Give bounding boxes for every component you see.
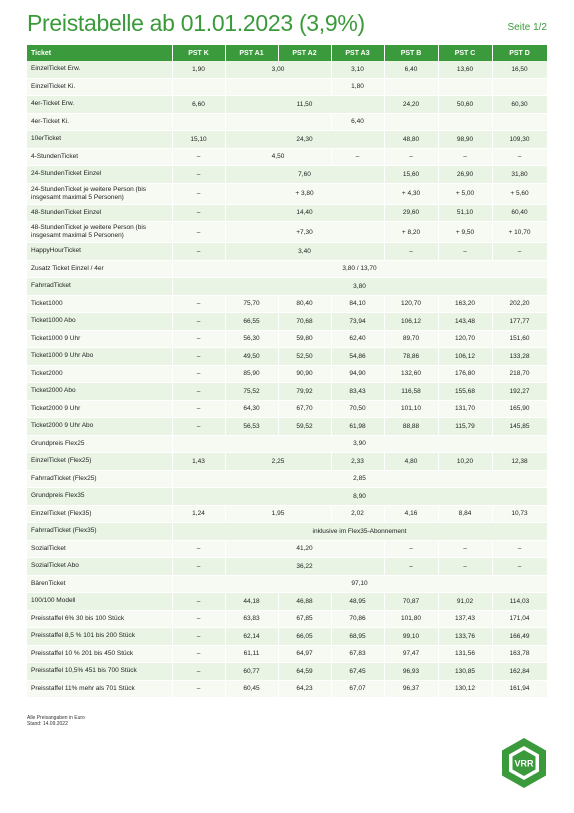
table-row [27, 348, 547, 366]
price-cell: + 8,20 [384, 222, 438, 243]
price-cell: – [172, 183, 225, 204]
ticket-name: EinzelTicket (Flex35) [27, 505, 172, 523]
price-cell: 85,90 [225, 365, 278, 383]
price-cell: 48,95 [331, 593, 384, 611]
price-cell: 73,94 [331, 313, 384, 331]
price-cell: 51,10 [438, 204, 492, 222]
price-cell: – [172, 540, 225, 558]
price-cell: 166,49 [492, 628, 547, 646]
table-row [27, 418, 547, 436]
price-cell: 61,98 [331, 418, 384, 436]
ticket-name: 100/100 Modell [27, 593, 172, 611]
price-cell: 106,12 [438, 348, 492, 366]
price-cell: – [492, 540, 547, 558]
price-cell: 163,78 [492, 645, 547, 663]
price-cell: 70,50 [331, 400, 384, 418]
footnote-currency: Alle Preisangaben in Euro [27, 715, 85, 721]
price-cell: 218,70 [492, 365, 547, 383]
price-cell: – [172, 330, 225, 348]
ticket-name: Preisstaffel 10,5% 451 bis 700 Stück [27, 663, 172, 681]
price-cell: 1,95 [225, 505, 331, 523]
price-cell: 67,07 [331, 680, 384, 698]
price-cell: 132,60 [384, 365, 438, 383]
price-cell: – [172, 243, 225, 261]
price-cell: – [384, 243, 438, 261]
ticket-name: HappyHourTicket [27, 243, 172, 261]
price-cell: 66,55 [225, 313, 278, 331]
price-cell: 96,37 [384, 680, 438, 698]
price-cell: 94,90 [331, 365, 384, 383]
price-cell: 90,90 [278, 365, 331, 383]
ticket-name: Preisstaffel 8,5 % 101 bis 200 Stück [27, 628, 172, 646]
price-cell: 4,50 [225, 148, 331, 166]
price-cell: 171,04 [492, 610, 547, 628]
table-row [27, 222, 547, 243]
ticket-name: 4-StundenTicket [27, 148, 172, 166]
ticket-name: FahrradTicket (Flex35) [27, 523, 172, 541]
price-cell: – [384, 148, 438, 166]
table-row [27, 183, 547, 204]
price-cell: inklusive im Flex35-Abonnement [172, 523, 547, 541]
price-cell: 89,70 [384, 330, 438, 348]
table-row [27, 558, 547, 576]
page-title: Preistabelle ab 01.01.2023 (3,9%) [27, 10, 365, 36]
price-cell: – [172, 645, 225, 663]
price-cell: 56,30 [225, 330, 278, 348]
price-cell: 6,40 [384, 61, 438, 78]
table-row [27, 383, 547, 401]
table-row [27, 278, 547, 296]
price-cell: 60,40 [492, 204, 547, 222]
price-cell: 91,02 [438, 593, 492, 611]
price-cell: 151,60 [492, 330, 547, 348]
price-cell: 49,50 [225, 348, 278, 366]
price-cell: 3,80 / 13,70 [172, 260, 547, 278]
price-cell: – [172, 400, 225, 418]
price-cell: 192,27 [492, 383, 547, 401]
price-cell: 2,25 [225, 453, 331, 471]
price-cell: 41,20 [225, 540, 384, 558]
price-cell: 3,00 [225, 61, 331, 78]
price-cell: 44,18 [225, 593, 278, 611]
table-row [27, 593, 547, 611]
header-pst-d: PST D [492, 45, 547, 61]
price-cell: – [384, 540, 438, 558]
price-cell: 3,40 [225, 243, 384, 261]
price-cell: 64,97 [278, 645, 331, 663]
price-cell: + 5,00 [438, 183, 492, 204]
ticket-name: Ticket1000 9 Uhr Abo [27, 348, 172, 366]
ticket-name: 4er-Ticket Erw. [27, 96, 172, 114]
ticket-name: Grundpreis Flex25 [27, 435, 172, 453]
price-cell: 2,85 [172, 470, 547, 488]
table-row [27, 575, 547, 593]
price-cell: 79,92 [278, 383, 331, 401]
price-cell: 176,80 [438, 365, 492, 383]
price-cell: 109,30 [492, 131, 547, 149]
price-cell: 1,24 [172, 505, 225, 523]
price-cell: – [492, 148, 547, 166]
price-cell: 8,84 [438, 505, 492, 523]
price-cell: – [438, 540, 492, 558]
price-cell: 54,86 [331, 348, 384, 366]
table-row [27, 400, 547, 418]
ticket-name: Ticket1000 9 Uhr [27, 330, 172, 348]
ticket-name: Ticket2000 9 Uhr [27, 400, 172, 418]
price-cell: – [172, 593, 225, 611]
price-cell: 130,85 [438, 663, 492, 681]
ticket-name: 24-StundenTicket je weitere Person (bis insgesamt maximal 5 Personen) [27, 183, 172, 204]
price-cell: 24,20 [384, 96, 438, 114]
price-cell: – [172, 148, 225, 166]
footnote-date: Stand: 14.09.2022 [27, 721, 68, 727]
price-cell: 31,80 [492, 166, 547, 184]
table-row [27, 610, 547, 628]
table-body [27, 61, 547, 698]
ticket-name: 48-StundenTicket je weitere Person (bis insgesamt maximal 5 Personen) [27, 222, 172, 243]
header-pst-k: PST K [172, 45, 225, 61]
price-cell: 8,90 [172, 488, 547, 506]
ticket-name: 4er-Ticket Ki. [27, 113, 172, 131]
price-cell: 84,10 [331, 295, 384, 313]
price-cell: 131,56 [438, 645, 492, 663]
ticket-name: 48-StundenTicket Einzel [27, 204, 172, 222]
price-cell: 62,40 [331, 330, 384, 348]
table-row [27, 663, 547, 681]
ticket-name: SozialTicket Abo [27, 558, 172, 576]
ticket-name: Ticket2000 [27, 365, 172, 383]
price-cell: 161,94 [492, 680, 547, 698]
price-cell: – [331, 148, 384, 166]
price-cell: 36,22 [225, 558, 384, 576]
price-cell: – [172, 628, 225, 646]
price-cell: 61,11 [225, 645, 278, 663]
table-row [27, 313, 547, 331]
price-cell [172, 78, 225, 96]
header-pst-b: PST B [384, 45, 438, 61]
price-cell: 1,80 [331, 78, 384, 96]
ticket-name: EinzelTicket (Flex25) [27, 453, 172, 471]
table-row [27, 96, 547, 114]
table-row [27, 78, 547, 96]
table-row [27, 148, 547, 166]
price-cell: + 9,50 [438, 222, 492, 243]
page-indicator: Seite 1/2 [507, 22, 547, 33]
ticket-name: Zusatz Ticket Einzel / 4er [27, 260, 172, 278]
ticket-name: 24-StundenTicket Einzel [27, 166, 172, 184]
price-cell: 101,80 [384, 610, 438, 628]
price-cell: – [384, 558, 438, 576]
price-cell: 177,77 [492, 313, 547, 331]
price-cell: 115,79 [438, 418, 492, 436]
price-cell: – [172, 663, 225, 681]
price-cell: – [172, 295, 225, 313]
table-row [27, 488, 547, 506]
price-cell: – [172, 680, 225, 698]
ticket-name: FahrradTicket [27, 278, 172, 296]
price-cell: 13,60 [438, 61, 492, 78]
ticket-name: BärenTicket [27, 575, 172, 593]
price-cell: 10,20 [438, 453, 492, 471]
table-row [27, 365, 547, 383]
price-cell: 97,10 [172, 575, 547, 593]
price-cell: 10,73 [492, 505, 547, 523]
table-row [27, 505, 547, 523]
price-cell: 133,28 [492, 348, 547, 366]
price-cell: + 5,60 [492, 183, 547, 204]
price-cell: 68,95 [331, 628, 384, 646]
price-cell: 4,80 [384, 453, 438, 471]
price-cell: 15,60 [384, 166, 438, 184]
table-row [27, 540, 547, 558]
price-cell [438, 78, 492, 96]
price-cell: 162,84 [492, 663, 547, 681]
price-cell: 202,20 [492, 295, 547, 313]
table-row [27, 523, 547, 541]
price-cell [492, 113, 547, 131]
price-cell: 145,85 [492, 418, 547, 436]
price-cell: 59,52 [278, 418, 331, 436]
price-cell: 6,40 [331, 113, 384, 131]
price-cell: 101,10 [384, 400, 438, 418]
price-cell: 1,43 [172, 453, 225, 471]
price-cell: 116,58 [384, 383, 438, 401]
price-cell: 88,88 [384, 418, 438, 436]
price-cell: + 4,30 [384, 183, 438, 204]
price-cell: 106,12 [384, 313, 438, 331]
price-cell: 67,45 [331, 663, 384, 681]
ticket-name: Preisstaffel 6% 30 bis 100 Stück [27, 610, 172, 628]
price-cell: – [172, 418, 225, 436]
price-cell: 80,40 [278, 295, 331, 313]
price-cell: 6,60 [172, 96, 225, 114]
price-cell: 63,83 [225, 610, 278, 628]
price-cell: 75,52 [225, 383, 278, 401]
price-cell: 59,80 [278, 330, 331, 348]
table-row [27, 260, 547, 278]
table-row [27, 166, 547, 184]
price-cell: 98,90 [438, 131, 492, 149]
price-cell: 97,47 [384, 645, 438, 663]
table-row [27, 204, 547, 222]
price-cell: 3,10 [331, 61, 384, 78]
price-cell: – [172, 222, 225, 243]
price-cell: – [172, 313, 225, 331]
price-cell: – [438, 243, 492, 261]
price-cell: – [438, 148, 492, 166]
price-cell [225, 78, 331, 96]
price-cell: 12,38 [492, 453, 547, 471]
table-row [27, 470, 547, 488]
ticket-name: SozialTicket [27, 540, 172, 558]
price-cell: 4,16 [384, 505, 438, 523]
price-cell: – [172, 348, 225, 366]
price-cell: 67,85 [278, 610, 331, 628]
price-table [27, 45, 548, 698]
price-cell: + 10,70 [492, 222, 547, 243]
ticket-name: Grundpreis Flex35 [27, 488, 172, 506]
price-cell [384, 113, 438, 131]
table-row [27, 680, 547, 698]
price-cell: 133,76 [438, 628, 492, 646]
table-header-row [27, 45, 547, 61]
ticket-name: Ticket1000 [27, 295, 172, 313]
price-cell: 165,90 [492, 400, 547, 418]
vrr-logo [501, 737, 547, 789]
price-cell: 114,03 [492, 593, 547, 611]
price-cell: – [172, 610, 225, 628]
header-pst-c: PST C [438, 45, 492, 61]
price-cell [225, 113, 331, 131]
price-cell: 60,30 [492, 96, 547, 114]
table-row [27, 131, 547, 149]
price-cell: 163,20 [438, 295, 492, 313]
table-row [27, 330, 547, 348]
price-cell: 60,45 [225, 680, 278, 698]
price-cell: 131,70 [438, 400, 492, 418]
ticket-name: EinzelTicket Erw. [27, 61, 172, 78]
price-cell: 2,33 [331, 453, 384, 471]
ticket-name: Preisstaffel 11% mehr als 701 Stück [27, 680, 172, 698]
price-cell: – [172, 383, 225, 401]
price-cell: 78,86 [384, 348, 438, 366]
price-cell [492, 78, 547, 96]
price-cell: 67,83 [331, 645, 384, 663]
price-cell: 70,86 [331, 610, 384, 628]
table-row [27, 295, 547, 313]
price-cell: 120,70 [384, 295, 438, 313]
price-cell: 3,80 [172, 278, 547, 296]
table-row [27, 453, 547, 471]
price-cell: 15,10 [172, 131, 225, 149]
price-cell: 66,05 [278, 628, 331, 646]
price-cell: 56,53 [225, 418, 278, 436]
price-cell: +7,30 [225, 222, 384, 243]
price-cell: 50,60 [438, 96, 492, 114]
price-cell: 26,90 [438, 166, 492, 184]
price-cell: 11,50 [225, 96, 384, 114]
price-cell: 143,48 [438, 313, 492, 331]
price-cell: – [172, 558, 225, 576]
price-cell: 2,02 [331, 505, 384, 523]
price-cell: – [438, 558, 492, 576]
table-row [27, 113, 547, 131]
price-cell: 99,10 [384, 628, 438, 646]
price-cell: 60,77 [225, 663, 278, 681]
price-cell [438, 113, 492, 131]
price-cell: 16,50 [492, 61, 547, 78]
price-cell: 24,30 [225, 131, 384, 149]
table-row [27, 243, 547, 261]
table-row [27, 645, 547, 663]
price-cell: 46,88 [278, 593, 331, 611]
price-cell: – [492, 558, 547, 576]
price-cell: – [172, 204, 225, 222]
price-cell: – [492, 243, 547, 261]
price-cell: 14,40 [225, 204, 384, 222]
table-row [27, 435, 547, 453]
header-pst-a2: PST A2 [278, 45, 331, 61]
header-pst-a3: PST A3 [331, 45, 384, 61]
ticket-name: 10erTicket [27, 131, 172, 149]
price-cell: 64,30 [225, 400, 278, 418]
table-row [27, 61, 547, 78]
ticket-name: Ticket1000 Abo [27, 313, 172, 331]
price-cell: 62,14 [225, 628, 278, 646]
price-cell: 3,90 [172, 435, 547, 453]
header-ticket: Ticket [27, 45, 172, 61]
price-cell: – [172, 166, 225, 184]
ticket-name: EinzelTicket Ki. [27, 78, 172, 96]
price-cell: 83,43 [331, 383, 384, 401]
price-cell: 29,60 [384, 204, 438, 222]
price-cell: 96,93 [384, 663, 438, 681]
footnotes [27, 715, 85, 727]
price-cell: 1,90 [172, 61, 225, 78]
ticket-name: Preisstaffel 10 % 201 bis 450 Stück [27, 645, 172, 663]
price-cell: 75,70 [225, 295, 278, 313]
price-cell: 64,23 [278, 680, 331, 698]
price-cell: 70,68 [278, 313, 331, 331]
price-cell: 137,43 [438, 610, 492, 628]
ticket-name: FahrradTicket (Flex25) [27, 470, 172, 488]
header-pst-a1: PST A1 [225, 45, 278, 61]
price-cell [384, 78, 438, 96]
price-cell [172, 113, 225, 131]
ticket-name: Ticket2000 9 Uhr Abo [27, 418, 172, 436]
price-cell: 64,59 [278, 663, 331, 681]
ticket-name: Ticket2000 Abo [27, 383, 172, 401]
price-cell: 48,80 [384, 131, 438, 149]
price-cell: 130,12 [438, 680, 492, 698]
price-cell: 67,70 [278, 400, 331, 418]
price-cell: 7,60 [225, 166, 384, 184]
price-cell: + 3,80 [225, 183, 384, 204]
price-cell: 120,70 [438, 330, 492, 348]
price-cell: 52,50 [278, 348, 331, 366]
price-cell: 70,87 [384, 593, 438, 611]
price-cell: 155,68 [438, 383, 492, 401]
price-cell: – [172, 365, 225, 383]
svg-text:VRR: VRR [514, 758, 534, 769]
table-row [27, 628, 547, 646]
